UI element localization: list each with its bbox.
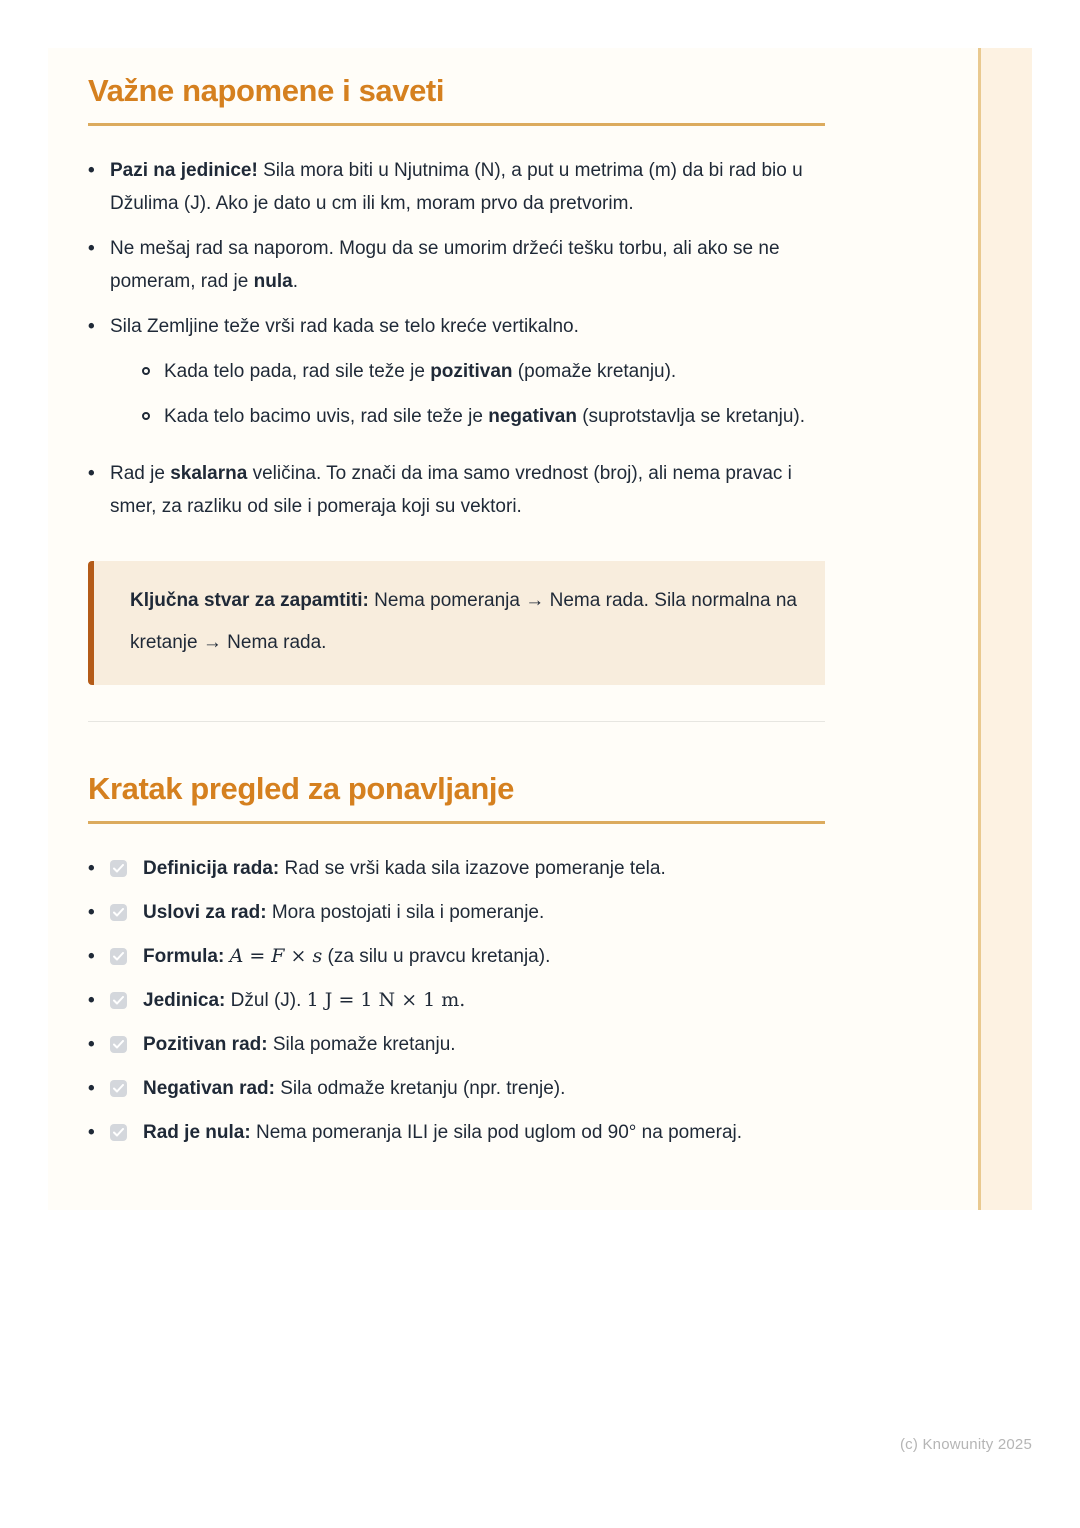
text-run: F <box>271 945 285 968</box>
review-checklist <box>88 852 825 1149</box>
checklist-text <box>143 984 465 1017</box>
sub-bullet-item <box>110 400 805 433</box>
checkbox-checked-icon[interactable] <box>110 948 127 965</box>
text-run: Sila odmaže kretanju (npr. trenje). <box>274 1078 566 1100</box>
bullet-dot-icon <box>88 1116 110 1149</box>
bullet-item <box>88 232 825 298</box>
checklist-text <box>143 1072 565 1105</box>
text-run: Ne mešaj rad sa naporom. Mogu da se umorim držeći tešku torbu, ali ako se ne pomeram, rad je <box>110 238 780 293</box>
bullet-dot-icon <box>88 457 110 523</box>
bullet-dot-icon <box>88 1072 110 1105</box>
sub-bullet-list <box>110 355 805 433</box>
bullet-body <box>110 310 805 445</box>
checklist-item <box>88 984 825 1017</box>
checklist-item <box>88 1028 825 1061</box>
bullet-dot-icon <box>88 984 110 1017</box>
checklist-text <box>143 896 544 929</box>
sub-bullet-text <box>164 355 676 388</box>
bullet-text <box>110 154 825 220</box>
page-edge-strip <box>978 48 1032 1210</box>
text-run: veličina. To znači da ima samo vrednost (broj), ali nema pravac i smer, za razliku od sile i pomeraja koji su vektori. <box>110 463 792 518</box>
checklist-text <box>143 1028 456 1061</box>
text-run: 1 J = 1 N × 1 m. <box>306 989 466 1012</box>
section-title-notes: Važne napomene i saveti <box>88 73 445 108</box>
text-run: s <box>312 945 323 968</box>
title-underline <box>88 821 825 824</box>
page-content <box>48 48 825 1210</box>
text-run: nula <box>253 271 293 293</box>
text-run: Formula: <box>143 946 225 968</box>
bullet-text <box>110 457 825 523</box>
text-run: Nema pomeranja → Nema rada. Sila normalna na kretanje → Nema rada. <box>130 590 797 654</box>
checklist-text <box>143 1116 742 1149</box>
text-run: Definicija rada: <box>143 858 280 880</box>
bullet-item <box>88 154 825 220</box>
checklist-item <box>88 1116 825 1149</box>
bullet-dot-icon <box>88 896 110 929</box>
section-divider <box>88 721 825 722</box>
text-run: Negativan rad: <box>143 1078 275 1100</box>
text-run: . <box>292 271 298 293</box>
bullet-dot-icon <box>88 1028 110 1061</box>
text-run: Nema pomeranja ILI je sila pod uglom od 90° na pomeraj. <box>250 1122 743 1144</box>
bullet-dot-icon <box>88 310 110 445</box>
text-run: Jedinica: <box>143 990 226 1012</box>
copyright-text: (c) Knowunity 2025 <box>899 1436 1032 1453</box>
sub-bullet-circle-icon <box>142 367 150 375</box>
text-run: Kada telo bacimo uvis, rad sile teže je <box>164 406 489 428</box>
sub-bullet-item <box>110 355 805 388</box>
text-run: Rad je nula: <box>143 1122 251 1144</box>
text-run: Sila Zemljine teže vrši rad kada se telo kreće vertikalno. <box>110 316 579 338</box>
checkbox-checked-icon[interactable] <box>110 1080 127 1097</box>
bullet-dot-icon <box>88 940 110 973</box>
sub-bullet-text <box>164 400 805 433</box>
bullet-dot-icon <box>88 852 110 885</box>
checklist-item <box>88 940 825 973</box>
text-run: Mora postojati i sila i pomeranje. <box>266 902 545 924</box>
bullet-body <box>110 457 825 523</box>
checkbox-checked-icon[interactable] <box>110 992 127 1009</box>
bullet-item <box>88 310 825 445</box>
text-run: Sila mora biti u Njutnima (N), a put u metrima (m) da bi rad bio u Džulima (J). Ako je dato u cm ili km, moram prvo da pretvorim. <box>110 160 803 215</box>
callout-text <box>130 580 797 664</box>
text-run: Pozitivan rad: <box>143 1034 268 1056</box>
bullet-dot-icon <box>88 232 110 298</box>
text-run: × <box>284 945 313 968</box>
text-run: (za silu u pravcu kretanja). <box>322 946 551 968</box>
checklist-item <box>88 896 825 929</box>
checklist-text <box>143 940 550 973</box>
title-underline <box>88 123 825 126</box>
text-run: pozitivan <box>430 361 513 383</box>
text-run: Rad se vrši kada sila izazove pomeranje tela. <box>279 858 666 880</box>
notes-bullet-list <box>88 154 825 523</box>
text-run: A <box>229 945 244 968</box>
text-run: Džul (J). <box>225 990 307 1012</box>
checklist-item <box>88 1072 825 1105</box>
checkbox-checked-icon[interactable] <box>110 860 127 877</box>
text-run: Pazi na jedinice! <box>110 160 258 182</box>
text-run: Uslovi za rad: <box>143 902 267 924</box>
notes-page <box>48 48 1032 1210</box>
bullet-dot-icon <box>88 154 110 220</box>
checkbox-checked-icon[interactable] <box>110 904 127 921</box>
text-run: (pomaže kretanju). <box>512 361 677 383</box>
checklist-item <box>88 852 825 885</box>
text-run: skalarna <box>170 463 248 485</box>
text-run: Kada telo pada, rad sile teže je <box>164 361 431 383</box>
key-point-callout <box>88 561 825 685</box>
checklist-text <box>143 852 666 885</box>
bullet-body <box>110 232 825 298</box>
bullet-item <box>88 457 825 523</box>
text-run: (suprotstavlja se kretanju). <box>576 406 806 428</box>
text-run: Sila pomaže kretanju. <box>267 1034 456 1056</box>
bullet-text <box>110 310 805 343</box>
checkbox-checked-icon[interactable] <box>110 1036 127 1053</box>
bullet-text <box>110 232 825 298</box>
sub-bullet-circle-icon <box>142 412 150 420</box>
section-title-review: Kratak pregled za ponavljanje <box>88 771 514 807</box>
text-run: Rad je <box>110 463 171 485</box>
text-run: = <box>243 945 272 968</box>
checkbox-checked-icon[interactable] <box>110 1124 127 1141</box>
text-run: Ključna stvar za zapamtiti: <box>130 590 369 612</box>
text-run: negativan <box>488 406 577 428</box>
bullet-body <box>110 154 825 220</box>
